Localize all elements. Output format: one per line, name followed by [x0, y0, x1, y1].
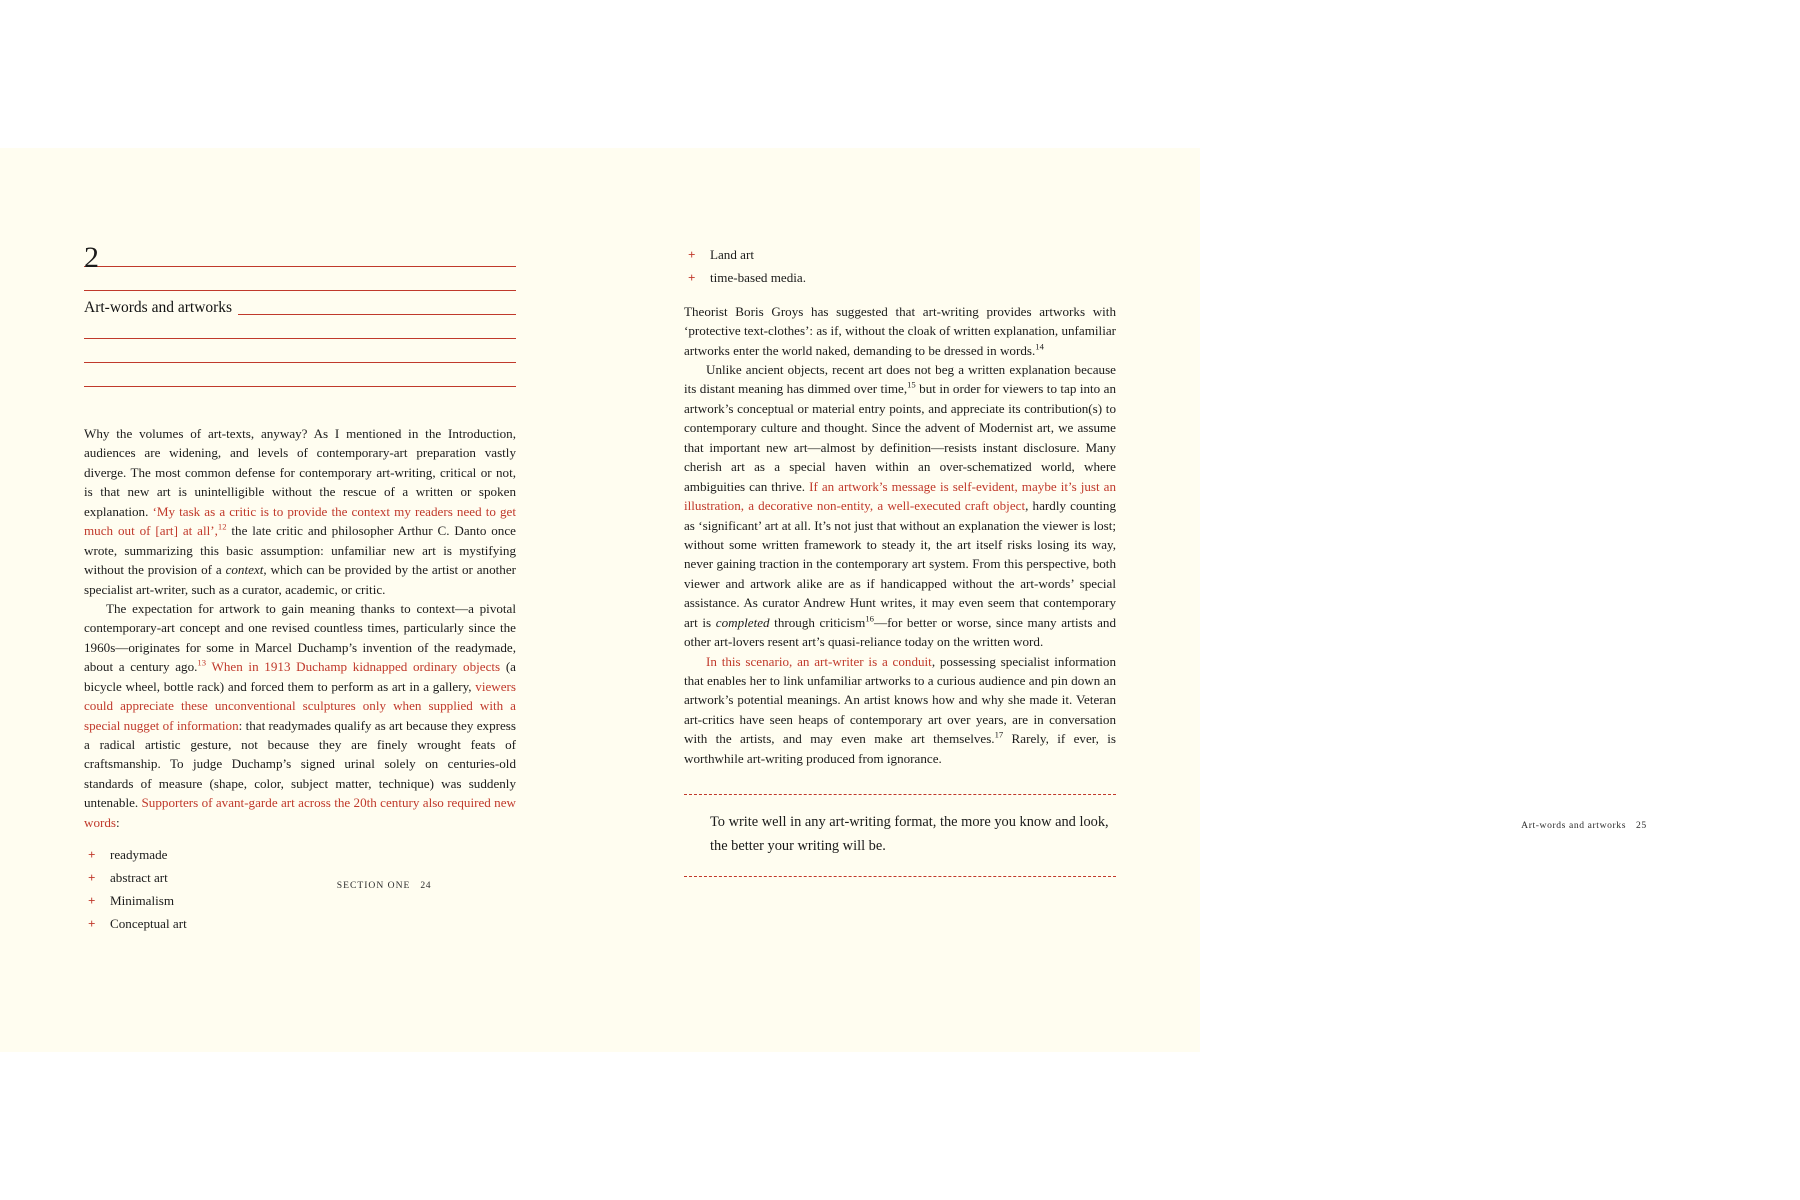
folio-page-number: 24	[420, 880, 432, 892]
footnote-marker: 15	[907, 380, 916, 391]
list-item	[688, 246, 1116, 265]
plus-bullet-icon: +	[688, 269, 696, 285]
chapter-title: Art-words and artworks	[84, 296, 238, 319]
list-item-label: time-based media.	[710, 269, 806, 285]
plus-bullet-icon: +	[88, 870, 96, 886]
footnote-marker: 16	[865, 613, 874, 624]
highlighted-text: ‘My task as a critic is to provide the context my readers need to get much out of [art] at all’,	[84, 503, 516, 539]
paragraph: Unlike ancient objects, recent art does not beg a written explanation because its distant meaning has dimmed over time,$^{15}$ but in order for viewers to tap into an artwork’s conceptual or material entry points, and appreciate its contribution(s) to contemporary culture and thought. Since the advent of Modernist art, we assume that important new art—almost by definition—resists instant disclosure. Many cherish art as a special haven within an over-schematized world, where ambiguities can thrive. If an artwork’s message is self-evident, maybe it’s just an illustration, a decorative non-entity, a well-executed craft object, hardly counting as ‘significant’ art at all. It’s not just that without an explanation the viewer is lost; without some written framework to steady it, the art itself risks losing its way, never gaining traction in the contemporary art system. From this perspective, both viewer and artwork alike are as if handicapped without the art-words’ special assistance. As curator Andrew Hunt writes, it may even seem that contemporary art is completed through criticism$^{16}$—for better or worse, since many artists and other art-lovers resent art’s quasi-reliance today on the written word.	[684, 362, 1117, 650]
book-spread	[0, 148, 1647, 1052]
right-body-text	[684, 302, 1116, 769]
decorative-rule	[84, 362, 516, 363]
list-item-label: abstract art	[110, 870, 168, 886]
list-item	[88, 892, 516, 911]
plus-bullet-icon: +	[88, 847, 96, 863]
folio-page-number: 25	[1636, 819, 1647, 831]
footnote-marker: 12	[217, 521, 227, 532]
highlighted-text: If an artwork’s message is self-evident, maybe it’s just an illustration, a decorative non-entity, a well-executed craft object	[684, 478, 1116, 514]
paragraph: The expectation for artwork to gain meaning thanks to context—a pivotal contemporary-art concept and one revised countless times, particularly since the 1960s—originates for some in Marcel Duchamp’s invention of the readymade, about a century ago.$^{13}$ When in 1913 Duchamp kidnapped ordinary objects (a bicycle wheel, bottle rack) and forced them to perform as art in a gallery, viewers could appreciate these unconventional sculptures only when supplied with a special nugget of information: that readymades qualify as art because they express a radical artistic gesture, not because they are finely wrought feats of craftsmanship. To judge Duchamp’s signed urinal solely on centuries-old standards of measure (shape, color, subject matter, technique) was suddenly untenable. Supporters of avant-garde art across the 20th century also required new words:	[84, 600, 516, 830]
folio-section-label: SECTION ONE	[336, 880, 411, 892]
list-item-label: Conceptual art	[110, 915, 187, 931]
highlighted-text: When in 1913 Duchamp kidnapped ordinary objects	[211, 659, 501, 675]
left-page-column	[84, 148, 516, 938]
list-item	[88, 846, 516, 865]
list-item-label: Land art	[710, 247, 754, 262]
chapter-opener	[84, 241, 516, 398]
decorative-rule	[84, 266, 516, 267]
footnote-marker: 17	[994, 729, 1004, 740]
folio-left	[168, 879, 600, 893]
plus-bullet-icon: +	[88, 915, 96, 931]
decorative-rule	[84, 338, 516, 339]
pull-quote: To write well in any art-writing format, the more you know and look, the better your writing will be.	[684, 794, 1116, 877]
paragraph: Why the volumes of art-texts, anyway? As I mentioned in the Introduction, audiences are widening, and levels of contemporary-art preparation vastly diverge. The most common defense for contemporary art-writing, critical or not, is that new art is unintelligible without the rescue of a written or spoken explanation. ‘My task as a critic is to provide the context my readers need to get much out of [art] at all’,$^{12}$ the late critic and philosopher Arthur C. Danto once wrote, summarizing this basic assumption: unfamiliar new art is mystifying without the provision of a context, which can be provided by the artist or another specialist art-writer, such as a curator, academic, or critic.	[84, 426, 517, 597]
folio-right	[1368, 819, 1800, 833]
list-item-label: Minimalism	[110, 892, 175, 908]
footnote-marker: 13	[197, 657, 207, 668]
highlighted-text: viewers could appreciate these unconventional sculptures only when supplied with a special nugget of information	[84, 678, 516, 733]
decorative-rule	[84, 386, 516, 387]
right-top-spacer	[684, 148, 1116, 246]
art-words-list-continued	[684, 246, 1116, 288]
emphasis-text: completed	[715, 614, 770, 630]
emphasis-text: context	[225, 562, 264, 578]
plus-bullet-icon: +	[688, 247, 696, 262]
list-item-label: readymade	[110, 847, 168, 863]
plus-bullet-icon: +	[88, 892, 96, 908]
folio-section-label: Art-words and artworks	[1521, 819, 1627, 831]
highlighted-text: Supporters of avant-garde art across the 20th century also required new words	[84, 795, 516, 830]
footnote-marker: 14	[1035, 341, 1044, 352]
highlighted-text: In this scenario, an art-writer is a conduit	[706, 653, 932, 669]
chapter-number: 2	[84, 241, 99, 274]
list-item	[88, 915, 516, 934]
paragraph: In this scenario, an art-writer is a conduit, possessing specialist information that enables her to link unfamiliar artworks to a curious audience and pin down an artwork’s potential meanings. An artist knows how and why she made it. Veteran art-critics have seen heaps of contemporary art over years, are in conversation with the artists, and may even make art themselves.$^{17}$ Rarely, if ever, is worthwhile art-writing produced from ignorance.	[684, 653, 1117, 766]
decorative-rule	[84, 290, 516, 291]
right-page-column	[684, 148, 1647, 877]
left-body-text	[84, 424, 516, 832]
paragraph: Theorist Boris Groys has suggested that art-writing provides artworks with ‘protective text-clothes’: as if, without the cloak of written explanation, unfamiliar artworks enter the world naked, demanding to be dressed in words.$^{14}$	[684, 303, 1116, 358]
list-item	[688, 269, 1116, 288]
